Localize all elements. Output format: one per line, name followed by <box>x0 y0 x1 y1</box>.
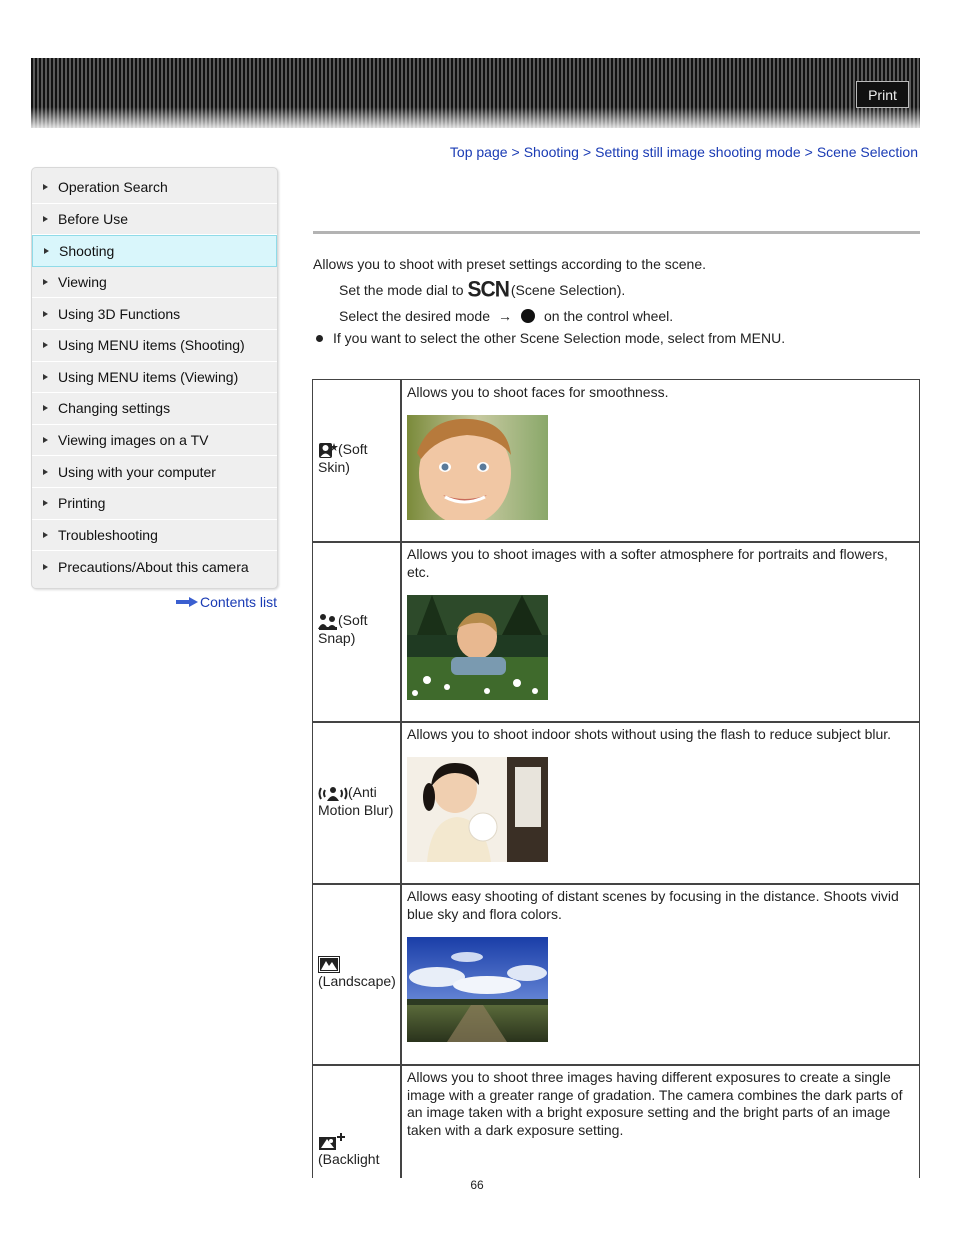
sidebar-item-label: Viewing images on a TV <box>58 432 209 449</box>
header-banner <box>31 58 920 128</box>
sidebar-item-before-use[interactable] <box>32 204 277 236</box>
triangle-right-icon <box>43 532 48 538</box>
arrow-right-icon <box>176 597 198 607</box>
girl-indoors-image <box>407 757 548 862</box>
triangle-right-icon <box>43 469 48 475</box>
scene-description: Allows you to shoot images with a softer atmosphere for portraits and flowers, etc. <box>407 546 888 580</box>
mode-name-line2: Motion Blur) <box>318 801 394 818</box>
scene-row-backlight <box>312 1064 920 1178</box>
sidebar-item-changing-settings[interactable] <box>32 393 277 425</box>
breadcrumb <box>450 144 918 160</box>
sidebar-item-troubleshooting[interactable] <box>32 520 277 552</box>
breadcrumb-separator: > <box>804 144 813 160</box>
mode-name-line2: Skin) <box>318 458 350 475</box>
mode-cell <box>313 722 402 883</box>
sidebar-item-menu-shooting[interactable] <box>32 330 277 362</box>
breadcrumb-shooting[interactable]: Shooting <box>523 144 579 160</box>
step-2-suffix: on the control wheel. <box>543 308 674 324</box>
mode-cell <box>313 542 402 721</box>
mode-label <box>318 955 396 989</box>
sidebar-item-label: Shooting <box>59 242 115 259</box>
mode-label <box>318 612 368 646</box>
triangle-right-icon <box>43 184 48 190</box>
triangle-right-icon <box>43 564 48 570</box>
page-number: 66 <box>470 1178 484 1192</box>
mode-cell <box>313 884 402 1064</box>
sidebar-item-shooting[interactable] <box>32 235 277 267</box>
triangle-right-icon <box>43 374 48 380</box>
breadcrumb-separator: > <box>582 144 592 160</box>
mode-label <box>318 1133 379 1167</box>
sidebar-item-label: Operation Search <box>58 179 168 196</box>
sidebar-item-computer[interactable] <box>32 456 277 488</box>
description-cell <box>402 722 919 883</box>
arrow-right-icon: → <box>497 308 512 324</box>
anti-motion-blur-icon <box>318 785 348 802</box>
description-cell <box>402 542 919 721</box>
sidebar-item-3d-functions[interactable] <box>32 298 277 330</box>
sidebar-item-label: Viewing <box>58 274 107 291</box>
intro-text: Allows you to shoot with preset settings according to the scene. <box>313 256 706 272</box>
soft-snap-icon <box>318 613 338 630</box>
print-button[interactable]: Print <box>856 81 909 108</box>
mode-name-line2: (Landscape) <box>318 972 396 989</box>
triangle-right-icon <box>43 405 48 411</box>
sidebar-item-printing[interactable] <box>32 488 277 520</box>
backlight-correction-hdr-icon <box>318 1133 346 1151</box>
note-text: If you want to select the other Scene Selection mode, select from MENU. <box>333 330 786 346</box>
sidebar-item-label: Precautions/About this camera <box>58 558 249 575</box>
sidebar-item-label: Using 3D Functions <box>58 305 181 322</box>
step-1-prefix: Set the mode dial to <box>339 282 464 298</box>
boy-portrait-image <box>407 415 548 520</box>
landscape-icon <box>318 956 340 973</box>
boy-in-flowers-image <box>407 595 548 700</box>
scene-row-anti-motion-blur <box>312 721 920 885</box>
sample-photo-landscape <box>407 937 548 1042</box>
sidebar-item-label: Troubleshooting <box>58 526 158 543</box>
sidebar-item-menu-viewing[interactable] <box>32 362 277 394</box>
sidebar-item-label: Printing <box>58 495 106 512</box>
breadcrumb-still-image-mode[interactable]: Setting still image shooting mode <box>595 144 801 160</box>
scene-row-landscape <box>312 883 920 1066</box>
scene-description: Allows you to shoot three images having different exposures to create a single image with a greater range of gradation. The camera combines the dark parts of an image taken with a bright exposure setting and the bright parts of an image taken with a dark exposure setting. <box>407 1069 903 1138</box>
mode-name-line2: Snap) <box>318 629 356 646</box>
triangle-right-icon <box>43 279 48 285</box>
sidebar-item-label: Using MENU items (Shooting) <box>58 337 245 354</box>
breadcrumb-top-page[interactable]: Top page <box>449 144 508 160</box>
breadcrumb-separator: > <box>511 144 520 160</box>
breadcrumb-scene-selection[interactable]: Scene Selection <box>816 144 918 160</box>
contents-list-label: Contents list <box>200 594 278 610</box>
description-cell <box>402 1065 919 1178</box>
contents-list-link[interactable] <box>176 594 277 610</box>
triangle-right-icon <box>43 216 48 222</box>
scene-row-soft-snap <box>312 541 920 723</box>
triangle-right-icon <box>43 437 48 443</box>
sidebar-item-label: Changing settings <box>58 400 171 417</box>
scene-description: Allows you to shoot faces for smoothness. <box>407 384 669 400</box>
description-cell <box>402 884 919 1064</box>
title-divider <box>313 231 920 234</box>
step-2 <box>339 308 673 324</box>
step-1-suffix: (Scene Selection). <box>510 282 626 298</box>
sample-photo-soft-snap <box>407 595 548 700</box>
triangle-right-icon <box>43 500 48 506</box>
triangle-right-icon <box>44 248 49 254</box>
description-cell <box>402 380 919 541</box>
sidebar-item-precautions[interactable] <box>32 551 277 583</box>
note-item <box>316 330 785 346</box>
mode-label <box>318 784 393 818</box>
bullet-icon <box>316 335 323 342</box>
mode-cell <box>313 380 402 541</box>
sidebar-nav <box>31 167 278 589</box>
scene-description: Allows you to shoot indoor shots without using the flash to reduce subject blur. <box>407 726 892 742</box>
step-2-prefix: Select the desired mode <box>339 308 490 324</box>
mode-name-line1: (Soft <box>338 441 368 457</box>
sidebar-item-viewing[interactable] <box>32 267 277 299</box>
scn-icon: SCN <box>467 277 509 302</box>
control-wheel-center-icon <box>521 309 535 323</box>
sidebar-item-operation-search[interactable] <box>32 172 277 204</box>
triangle-right-icon <box>43 342 48 348</box>
landscape-sky-image <box>407 937 548 1042</box>
sample-photo-anti-motion-blur <box>407 757 548 862</box>
sample-photo-soft-skin <box>407 415 548 520</box>
sidebar-item-label: Using MENU items (Viewing) <box>58 368 239 385</box>
mode-name-line1: (Anti <box>348 784 377 800</box>
sidebar-item-label: Before Use <box>58 210 129 227</box>
scene-description: Allows easy shooting of distant scenes by focusing in the distance. Shoots vivid blue sky and flora colors. <box>407 888 899 922</box>
mode-name-line1: (Soft <box>338 612 368 628</box>
sidebar-item-label: Using with your computer <box>58 463 216 480</box>
soft-skin-icon <box>318 442 338 459</box>
mode-name-line2: (Backlight <box>318 1151 380 1168</box>
sidebar-item-viewing-on-tv[interactable] <box>32 425 277 457</box>
step-1 <box>339 278 625 302</box>
mode-cell <box>313 1065 402 1178</box>
triangle-right-icon <box>43 311 48 317</box>
scene-row-soft-skin <box>312 379 920 543</box>
mode-label <box>318 441 368 475</box>
